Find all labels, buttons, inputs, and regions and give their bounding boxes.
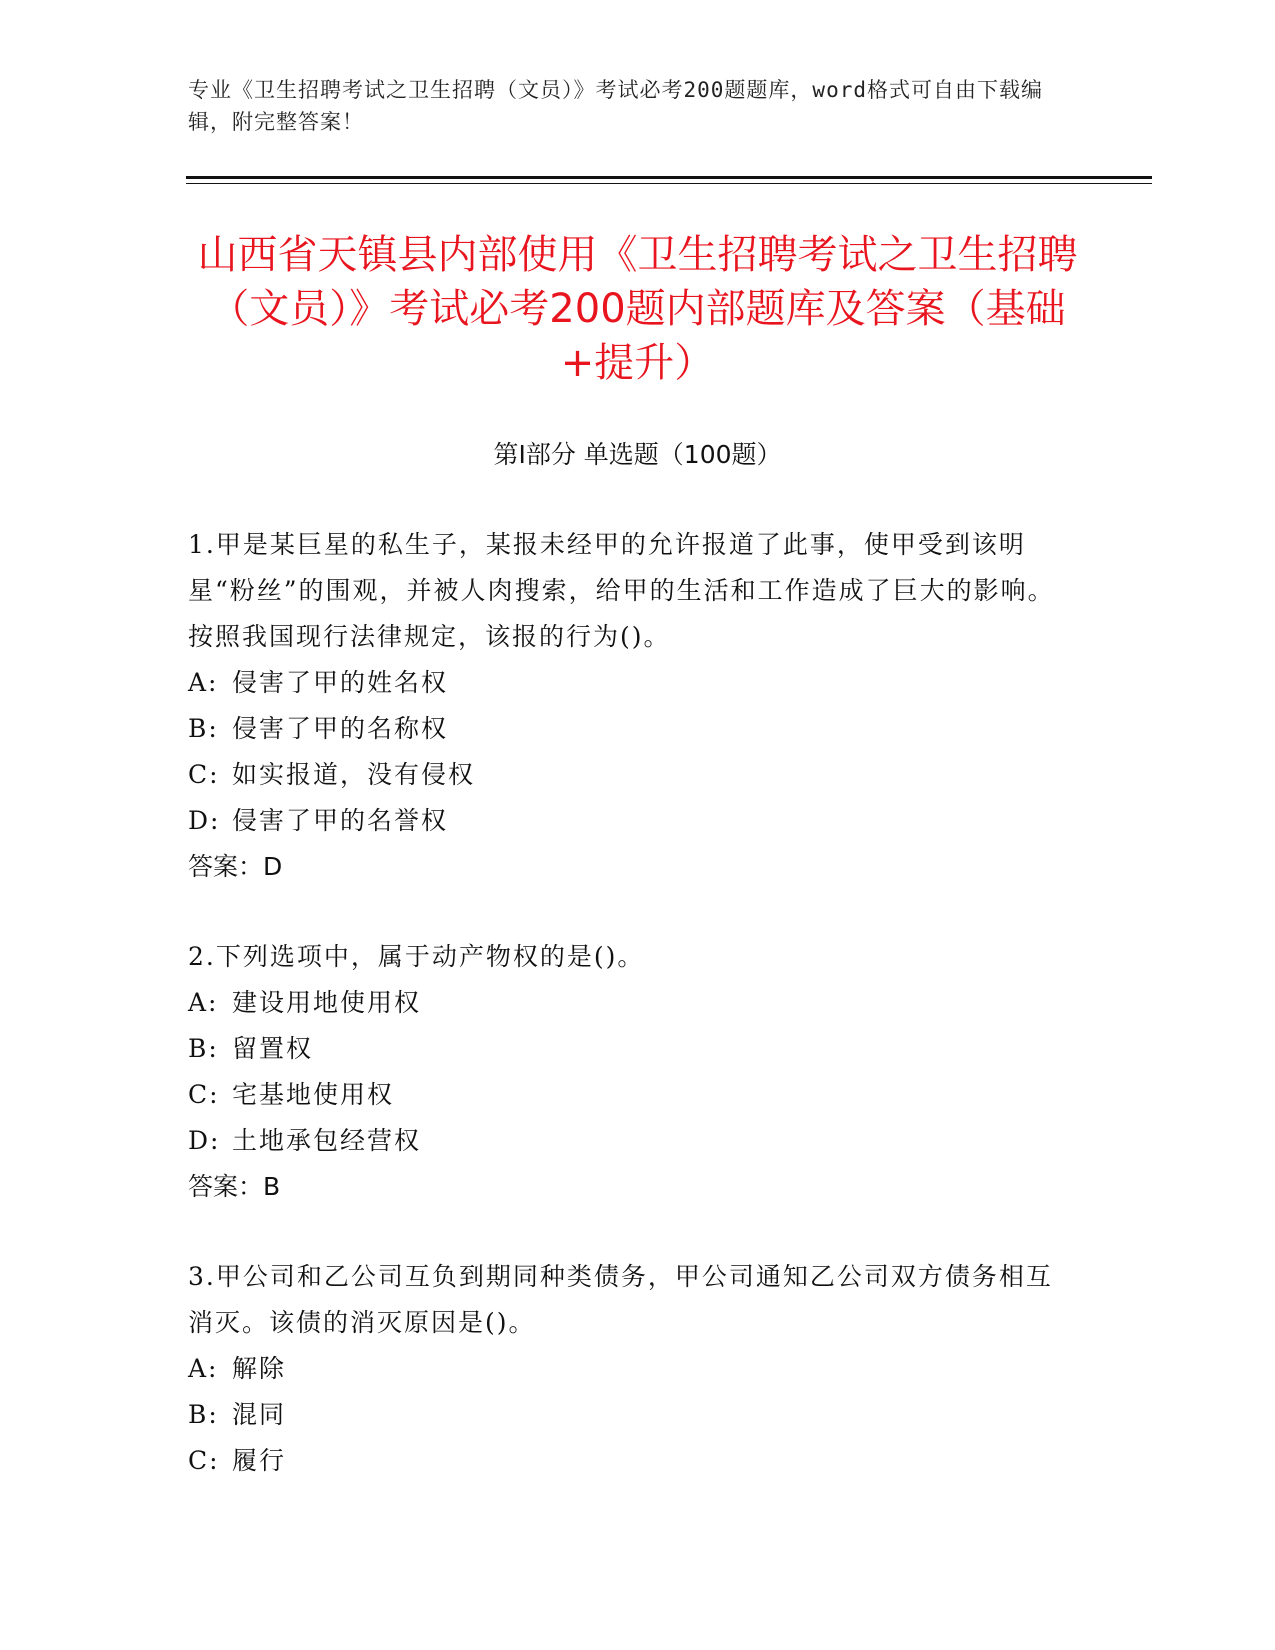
question-stem: 1.甲是某巨星的私生子，某报未经甲的允许报道了此事，使甲受到该明星“粉丝”的围观，并被人肉搜索，给甲的生活和工作造成了巨大的影响。按照我国现行法律规定，该报的行为()。 (188, 530, 1055, 651)
option-text: 建设用地使用权 (232, 988, 422, 1017)
question-2 (188, 934, 1068, 1210)
question-list (188, 522, 1068, 1528)
answer-line: 答案：B (188, 1172, 281, 1201)
option-a (188, 980, 1068, 1026)
answer-line: 答案：D (188, 852, 283, 881)
option-letter: C: (188, 1446, 220, 1475)
option-text: 混同 (232, 1400, 287, 1429)
option-d (188, 1118, 1068, 1164)
document-title: 山西省天镇县内部使用《卫生招聘考试之卫生招聘（文员）》考试必考200题内部题库及答案（基础+提升） (197, 232, 1078, 386)
section-heading: 第I部分 单选题（100题） (493, 440, 782, 469)
option-text: 留置权 (232, 1034, 314, 1063)
option-text: 侵害了甲的名誉权 (232, 806, 449, 835)
header-rule-thick (186, 176, 1152, 179)
option-letter: A: (188, 988, 219, 1017)
option-letter: A: (188, 668, 219, 697)
option-c (188, 752, 1068, 798)
option-b (188, 1392, 1068, 1438)
option-text: 侵害了甲的名称权 (232, 714, 449, 743)
option-b (188, 1026, 1068, 1072)
option-letter: A: (188, 1354, 219, 1383)
option-d (188, 798, 1068, 844)
option-letter: C: (188, 1080, 220, 1109)
option-c (188, 1072, 1068, 1118)
option-text: 解除 (232, 1354, 287, 1383)
option-text: 宅基地使用权 (232, 1080, 395, 1109)
option-text: 土地承包经营权 (232, 1126, 422, 1155)
option-a (188, 660, 1068, 706)
question-stem: 2.下列选项中，属于动产物权的是()。 (188, 942, 645, 971)
option-letter: D: (188, 806, 221, 835)
option-letter: B: (188, 714, 219, 743)
option-letter: B: (188, 1400, 219, 1429)
question-stem: 3.甲公司和乙公司互负到期同种类债务，甲公司通知乙公司双方债务相互消灭。该债的消灭原因是()。 (188, 1262, 1053, 1337)
option-a (188, 1346, 1068, 1392)
option-c (188, 1438, 1068, 1484)
option-text: 如实报道，没有侵权 (232, 760, 476, 789)
option-letter: D: (188, 1126, 221, 1155)
header-note: 专业《卫生招聘考试之卫生招聘（文员）》考试必考200题题库，word格式可自由下载编辑，附完整答案！ (188, 78, 1043, 134)
option-text: 侵害了甲的姓名权 (232, 668, 449, 697)
question-3 (188, 1254, 1068, 1484)
option-b (188, 706, 1068, 752)
question-1 (188, 522, 1068, 890)
option-text: 履行 (232, 1446, 287, 1475)
option-letter: B: (188, 1034, 219, 1063)
option-letter: C: (188, 760, 220, 789)
header-rule-thin (186, 183, 1152, 184)
